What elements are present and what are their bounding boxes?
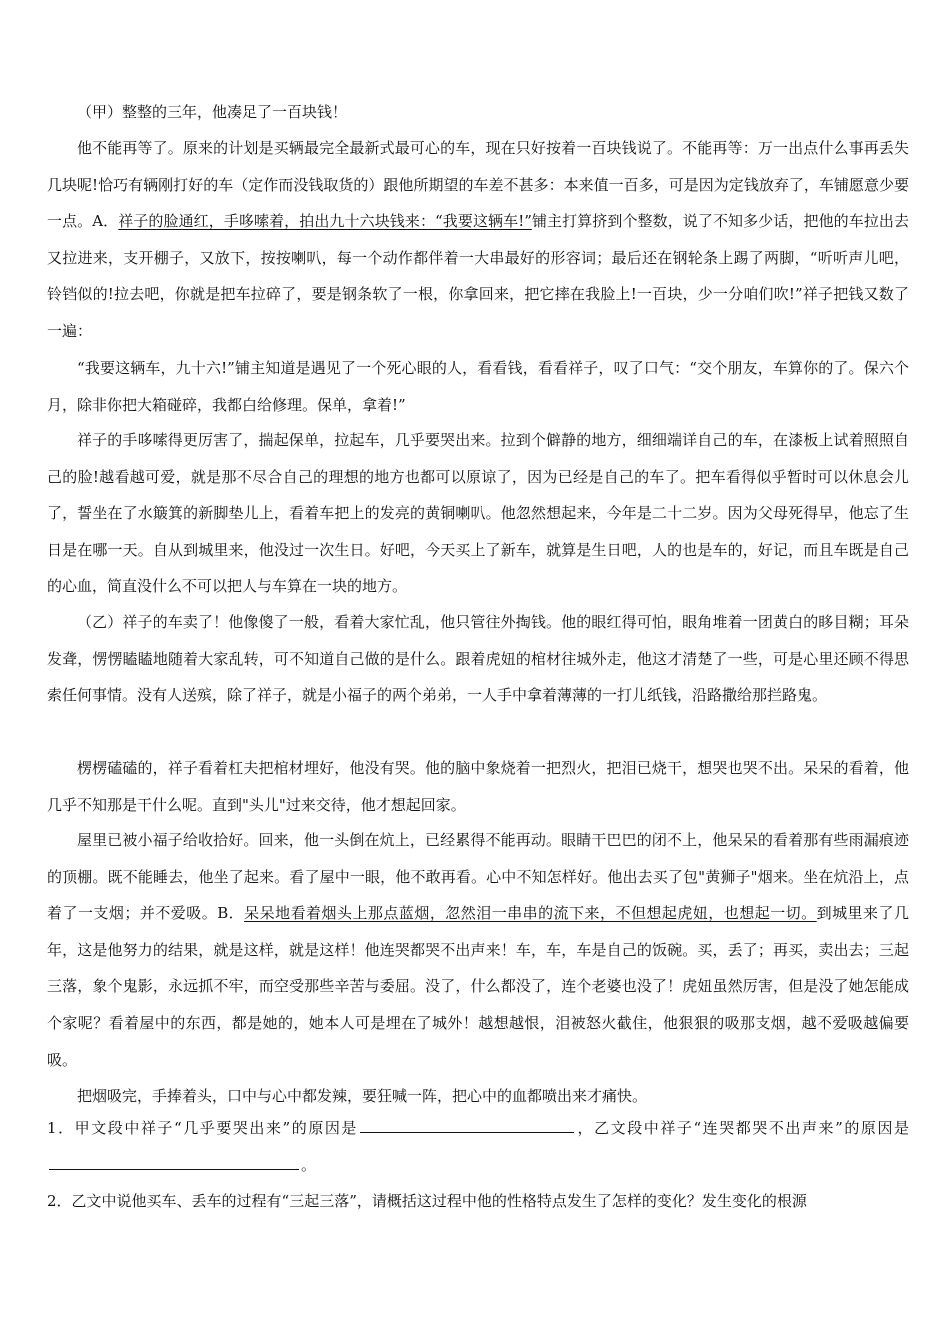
paragraph-7-text-b: 到城里来了几年，这是他努力的结果，就是这样，就是这样！他连哭都哭不出声来！车，车，车是自己的饭碗。买，丢了；再买，卖出去；三起三落，象个鬼影，永远抓不牢，而空受那些辛苦与委屈。没了，什么都没了，连个老婆也没了！虎妞虽然厉害，但是没了她怎能成个家呢？看着屋中的东西，都是她的，她本人可是埋在了城外！越想越恨，泪被怒火截住，他狠狠的吸那支烟，越不爱吸越偏要吸。 [47, 904, 909, 1069]
passage-paragraph-8: 把烟吸完，手捧着头，口中与心中都发辣，要狂喊一阵，把心中的血都喷出来才痛快。 [77, 1087, 648, 1105]
question-1-text-a: 1．甲文段中祥子“几乎要哭出来”的原因是 [47, 1119, 358, 1137]
passage-paragraph-4: 祥子的手哆嗦得更厉害了，揣起保单，拉起车，几乎要哭出来。拉到个僻静的地方，细细端详自己的车，在漆板上试着照照自己的脸!越看越可爱，就是那不尽合自己的理想的地方也都可以原谅了，因为已经是自己的车了。把车看得似乎暂时可以休息会儿了，誓坐在了水簸箕的新脚垫儿上，看着车把上的发亮的黄铜喇叭。他忽然想起来，今年是二十二岁。因为父母死得早，他忘了生日是在哪一天。自从到城里来，他没过一次生日。好吧，今天买上了新车，就算是生日吧，人的也是车的，好记，而且车既是自己的心血，简直没什么不可以把人与车算在一块的地方。 [47, 431, 909, 596]
answer-blank-1[interactable] [360, 1114, 574, 1133]
paragraph-2-text-a: 他不能再等了。原来的计划是买辆最完全最新式最可心的车，现在只好按着一百块钱说了。不能再等：万一出点什么事再丢失几块呢!恰巧有辆刚打好的车（定作而没钱取货的）跟他所期望的车差不甚多：本来值一百多，可是因为定钱放弃了，车铺愿意少要一点。A． [47, 139, 909, 231]
passage-paragraph-yi: （乙）祥子的车卖了！他像傻了一般，看着大家忙乱，他只管往外掏钱。他的眼红得可怕，眼角堆着一团黄白的眵目糊；耳朵发聋，愣愣瞌瞌地随着大家乱转，可不知道自己做的是什么。跟着虎妞的棺材往城外走，他这才清楚了一些，可是心里还顾不得思索任何事情。没有人送殡，除了祥子，就是小福子的两个弟弟，一人手中拿着薄薄的一打儿纸钱，沿路撒给那拦路鬼。 [47, 613, 909, 705]
question-1-text-b: ，乙文段中祥子“连哭都哭不出声来”的原因是 [576, 1119, 909, 1137]
question-2: 2．乙文中说他买车、丢车的过程有“三起三落”，请概括这过程中他的性格特点发生了怎样的变化？发生变化的根源 [47, 1192, 807, 1210]
passage-paragraph-2 [47, 130, 909, 350]
question-1-text-c: 。 [301, 1155, 317, 1174]
question-1 [47, 1110, 909, 1183]
answer-blank-2[interactable] [49, 1151, 299, 1170]
passage-paragraph-jia-title: （甲）整整的三年，他凑足了一百块钱！ [77, 103, 348, 121]
passage-paragraph-7 [47, 822, 909, 1078]
underlined-sentence-b: 呆呆地看着烟头上那点蓝烟，忽然泪一串串的流下来，不但想起虎妞，也想起一切。 [244, 904, 817, 923]
passage-paragraph-3: “我要这辆车，九十六!”铺主知道是遇见了一个死心眼的人，看看钱，看看祥子，叹了口气：“交个朋友，车算你的了。保六个月，除非你把大箱碰碎，我都白给修理。保单，拿着!” [47, 359, 909, 414]
underlined-sentence-a: 祥子的脸通红，手哆嗦着，拍出九十六块钱来：“我要这辆车!” [118, 212, 532, 231]
paragraph-2-text-b: 铺主打算挤到个整数，说了不知多少话，把他的车拉出去又拉进来，支开棚子，又放下，按按喇叭，每一个动作都伴着一大串最好的形容词；最后还在钢轮条上踢了两脚，“听听声儿吧，铃铛似的!拉去吧，你就是把车拉碎了，要是钢条软了一根，你拿回来，把它摔在我脸上!一百块，少一分咱们吹!”祥子把钱又数了一遍： [47, 212, 909, 340]
passage-paragraph-6: 楞楞磕磕的，祥子看着杠夫把棺材埋好，他没有哭。他的脑中象烧着一把烈火，把泪已烧干，想哭也哭不出。呆呆的看着，他几乎不知那是干什么呢。直到"头儿"过来交待，他才想起回家。 [47, 759, 909, 814]
paragraph-7-text-a: 屋里已被小福子给收拾好。回来，他一头倒在炕上，已经累得不能再动。眼睛干巴巴的闭不上，他呆呆的看着那有些雨漏痕迹的顶棚。既不能睡去，他坐了起来。看了屋中一眼，他不敢再看。心中不知怎样好。他出去买了包"黄狮子"烟来。坐在炕沿上，点着了一支烟；并不爱吸。B． [47, 831, 909, 923]
